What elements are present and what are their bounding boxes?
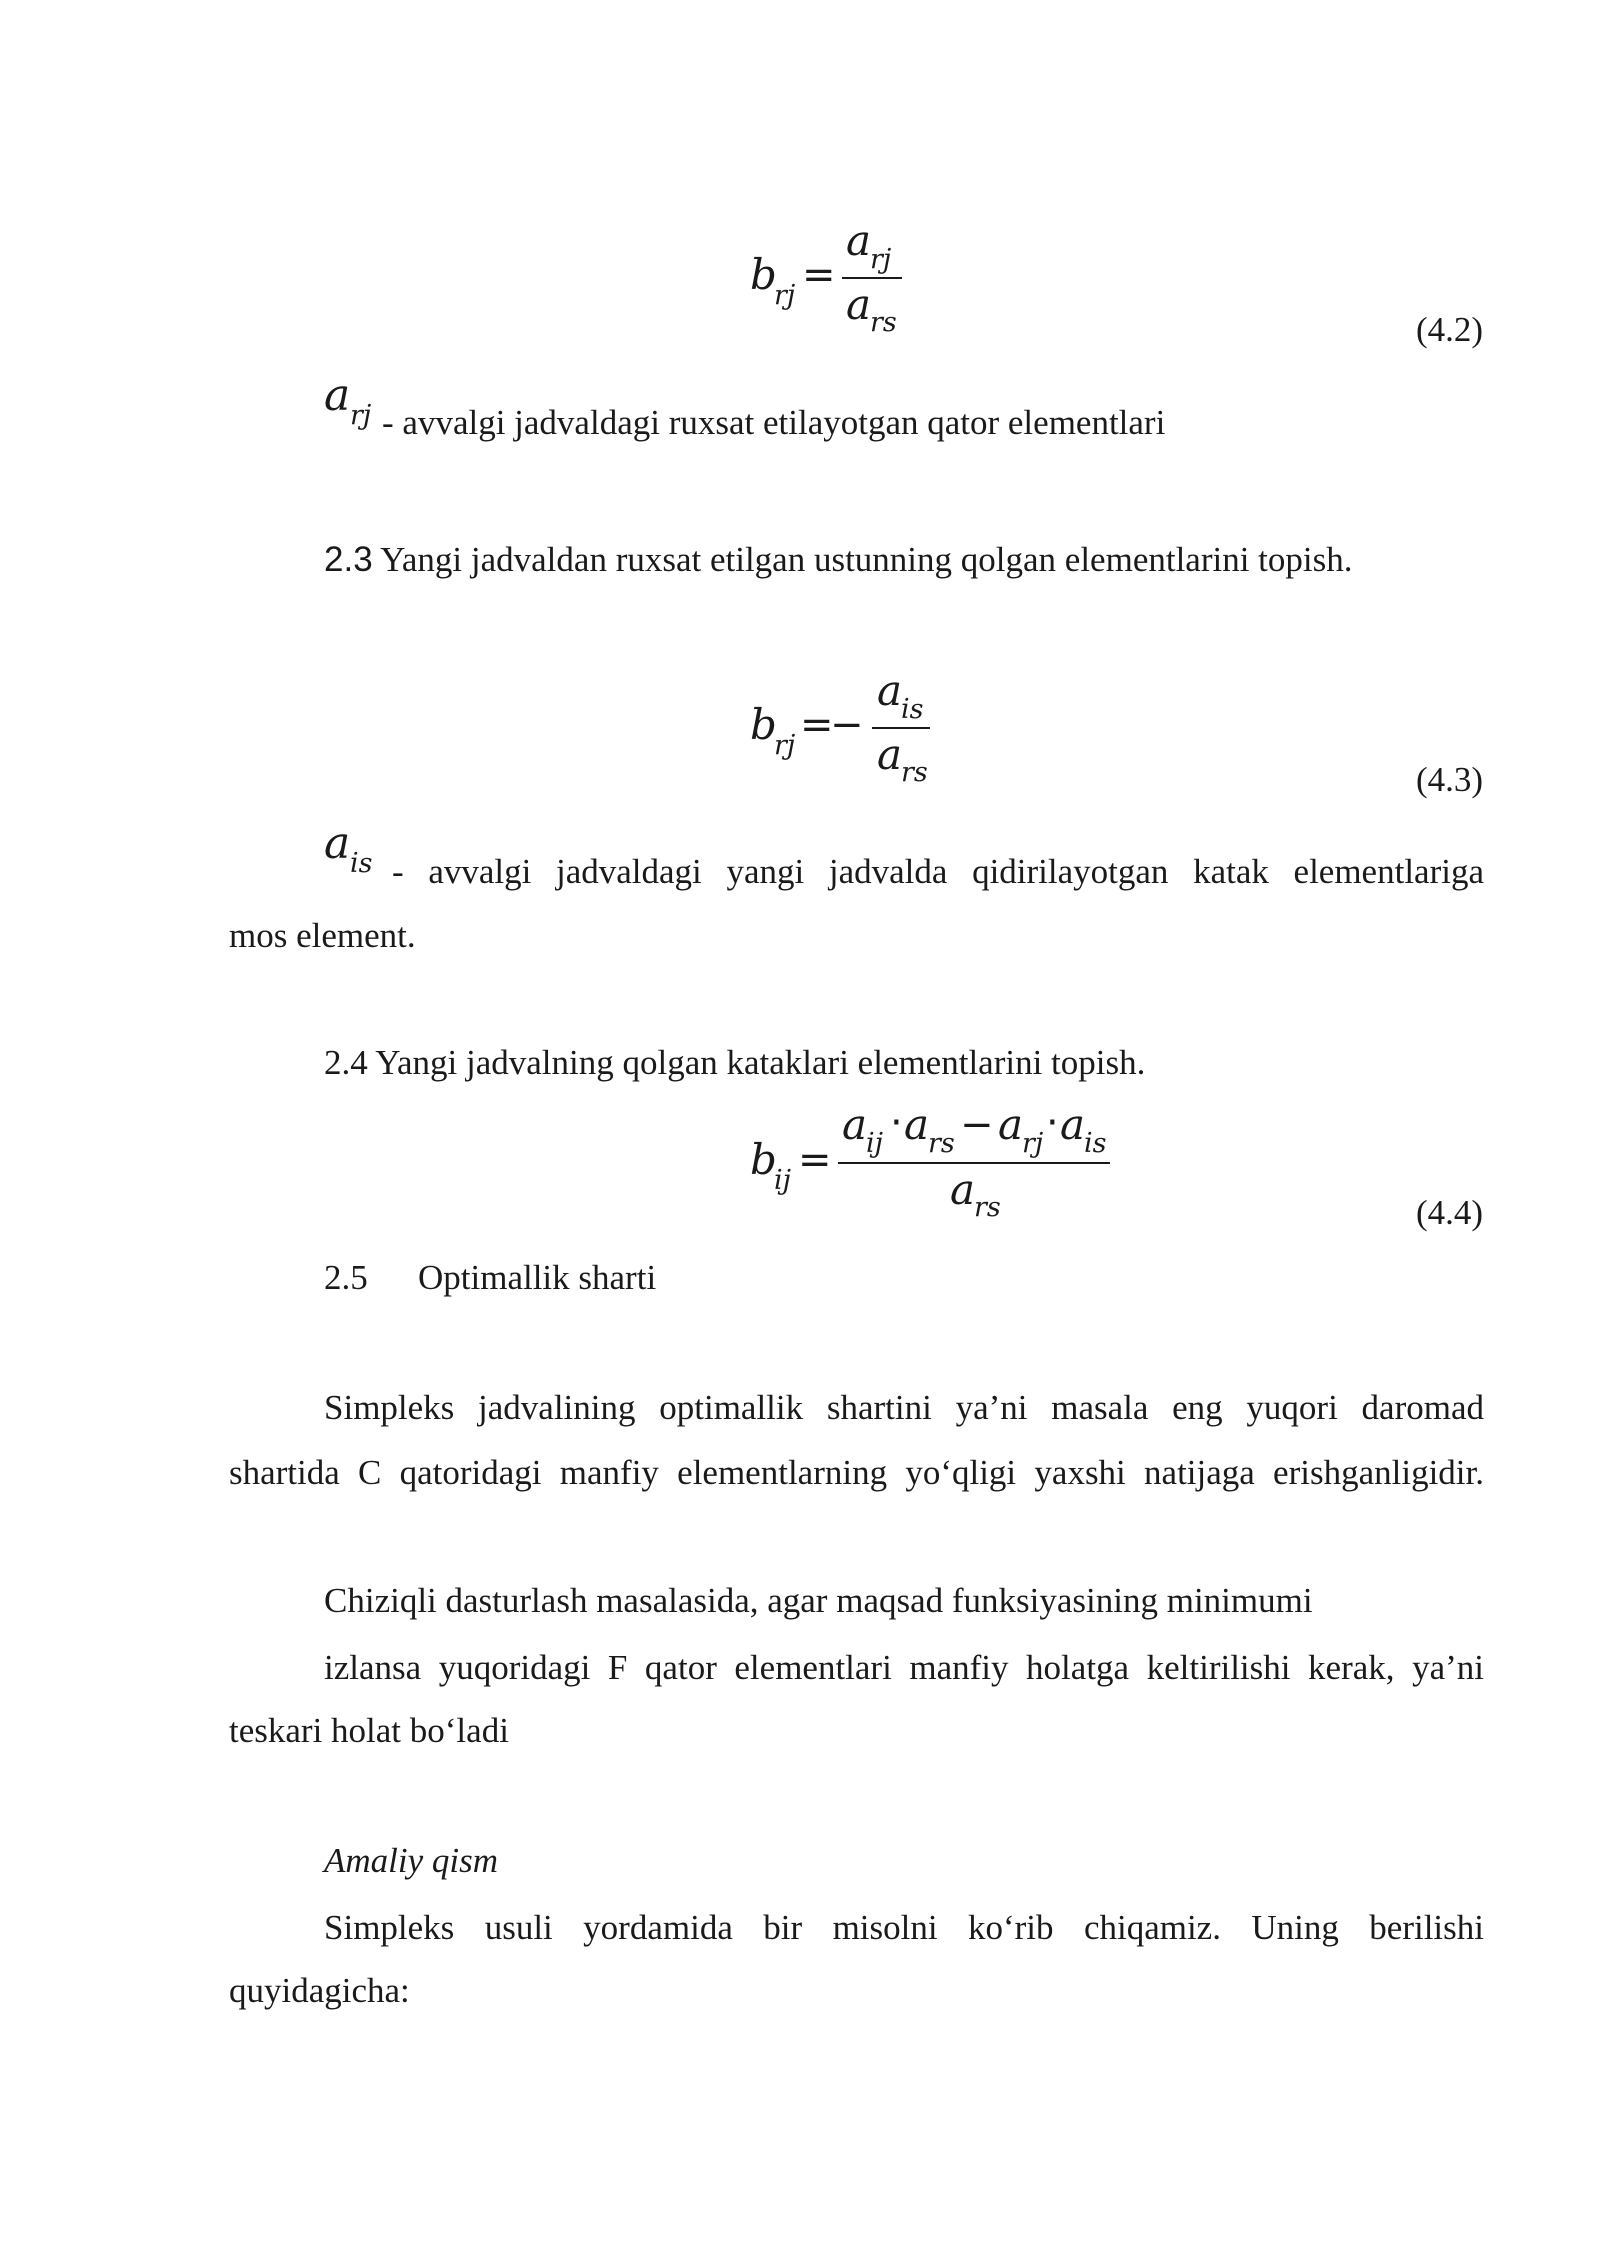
paragraph-line: teskari holat bo‘ladi <box>229 1711 509 1750</box>
practical-heading: Amaliy qism <box>324 1841 499 1880</box>
paragraph-line: shartida C qatoridagi manfiy elementlarning yo‘qligi yaxshi natijaga erishganligidir. <box>229 1453 1484 1492</box>
fraction-bar <box>842 277 902 279</box>
denominator-sub: rs <box>870 307 897 338</box>
paragraph-line: Simpleks jadvalining optimallik shartini ya’ni masala eng yuqori daromad <box>324 1388 1484 1427</box>
formula-lhs-sub: ij <box>774 1165 792 1196</box>
formula-lhs: b <box>750 250 777 299</box>
formula-lhs-sub: rj <box>774 730 796 761</box>
symbol: a <box>324 818 351 869</box>
denominator: a <box>950 1165 976 1214</box>
numerator: a <box>877 666 903 715</box>
numerator-sub: is <box>901 694 924 725</box>
formula-lhs-sub: rj <box>774 280 796 311</box>
symbol-sub: rj <box>350 400 372 431</box>
symbol-sub: is <box>350 848 373 879</box>
term-1: a <box>842 1100 868 1149</box>
paragraph-line: quyidagicha: <box>229 1971 410 2010</box>
equation-number: (4.4) <box>1416 1193 1484 1232</box>
minus-sign: − <box>960 1102 994 1148</box>
term-2-sub: rs <box>928 1128 955 1159</box>
term-3-sub: rj <box>1022 1128 1044 1159</box>
formula-lhs: b <box>750 700 777 749</box>
definition-text: - avvalgi jadvaldagi ruxsat etilayotgan qator elementlari <box>382 403 1166 442</box>
section-2-4-heading: 2.4 Yangi jadvalning qolgan kataklari elementlarini topish. <box>324 1043 1146 1082</box>
term-2: a <box>904 1100 930 1149</box>
paragraph-line: Simpleks usuli yordamida bir misolni ko‘rib chiqamiz. Uning berilishi <box>324 1908 1484 1947</box>
section-number: 2.3 <box>324 540 373 579</box>
term-4: a <box>1060 1100 1086 1149</box>
equals-sign: = <box>798 1137 832 1183</box>
section-title: Optimallik sharti <box>418 1258 657 1297</box>
definition-text: - avvalgi jadvaldagi yangi jadvalda qidirilayotgan katak elementlariga <box>392 852 1484 891</box>
equals-sign: = <box>802 252 836 298</box>
equals-sign: = <box>800 702 834 748</box>
symbol: a <box>324 370 351 421</box>
fraction-bar <box>872 727 930 729</box>
minus-sign: − <box>830 702 864 748</box>
paragraph-line: Chiziqli dasturlash masalasida, agar maqsad funksiyasining minimumi <box>324 1581 1313 1620</box>
dot-operator: · <box>1046 1100 1059 1146</box>
section-2-3-heading <box>324 542 1353 577</box>
equation-number: (4.2) <box>1416 310 1484 349</box>
section-title: Yangi jadvaldan ruxsat etilgan ustunning qolgan elementlarini topish. <box>372 540 1353 579</box>
fraction-bar <box>838 1162 1110 1164</box>
numerator-sub: rj <box>870 244 892 275</box>
term-4-sub: is <box>1084 1128 1107 1159</box>
term-1-sub: ij <box>866 1128 884 1159</box>
equation-number: (4.3) <box>1416 760 1484 799</box>
dot-operator: · <box>890 1100 903 1146</box>
numerator: a <box>846 216 872 265</box>
paragraph-line: izlansa yuqoridagi F qator elementlari manfiy holatga keltirilishi kerak, ya’ni <box>324 1648 1484 1687</box>
definition-continuation: mos element. <box>229 916 416 955</box>
denominator: a <box>846 280 872 329</box>
term-3: a <box>998 1100 1024 1149</box>
section-number: 2.5 <box>324 1258 368 1297</box>
denominator-sub: rs <box>974 1192 1001 1223</box>
formula-lhs: b <box>750 1135 777 1184</box>
denominator: a <box>877 730 903 779</box>
denominator-sub: rs <box>901 757 928 788</box>
